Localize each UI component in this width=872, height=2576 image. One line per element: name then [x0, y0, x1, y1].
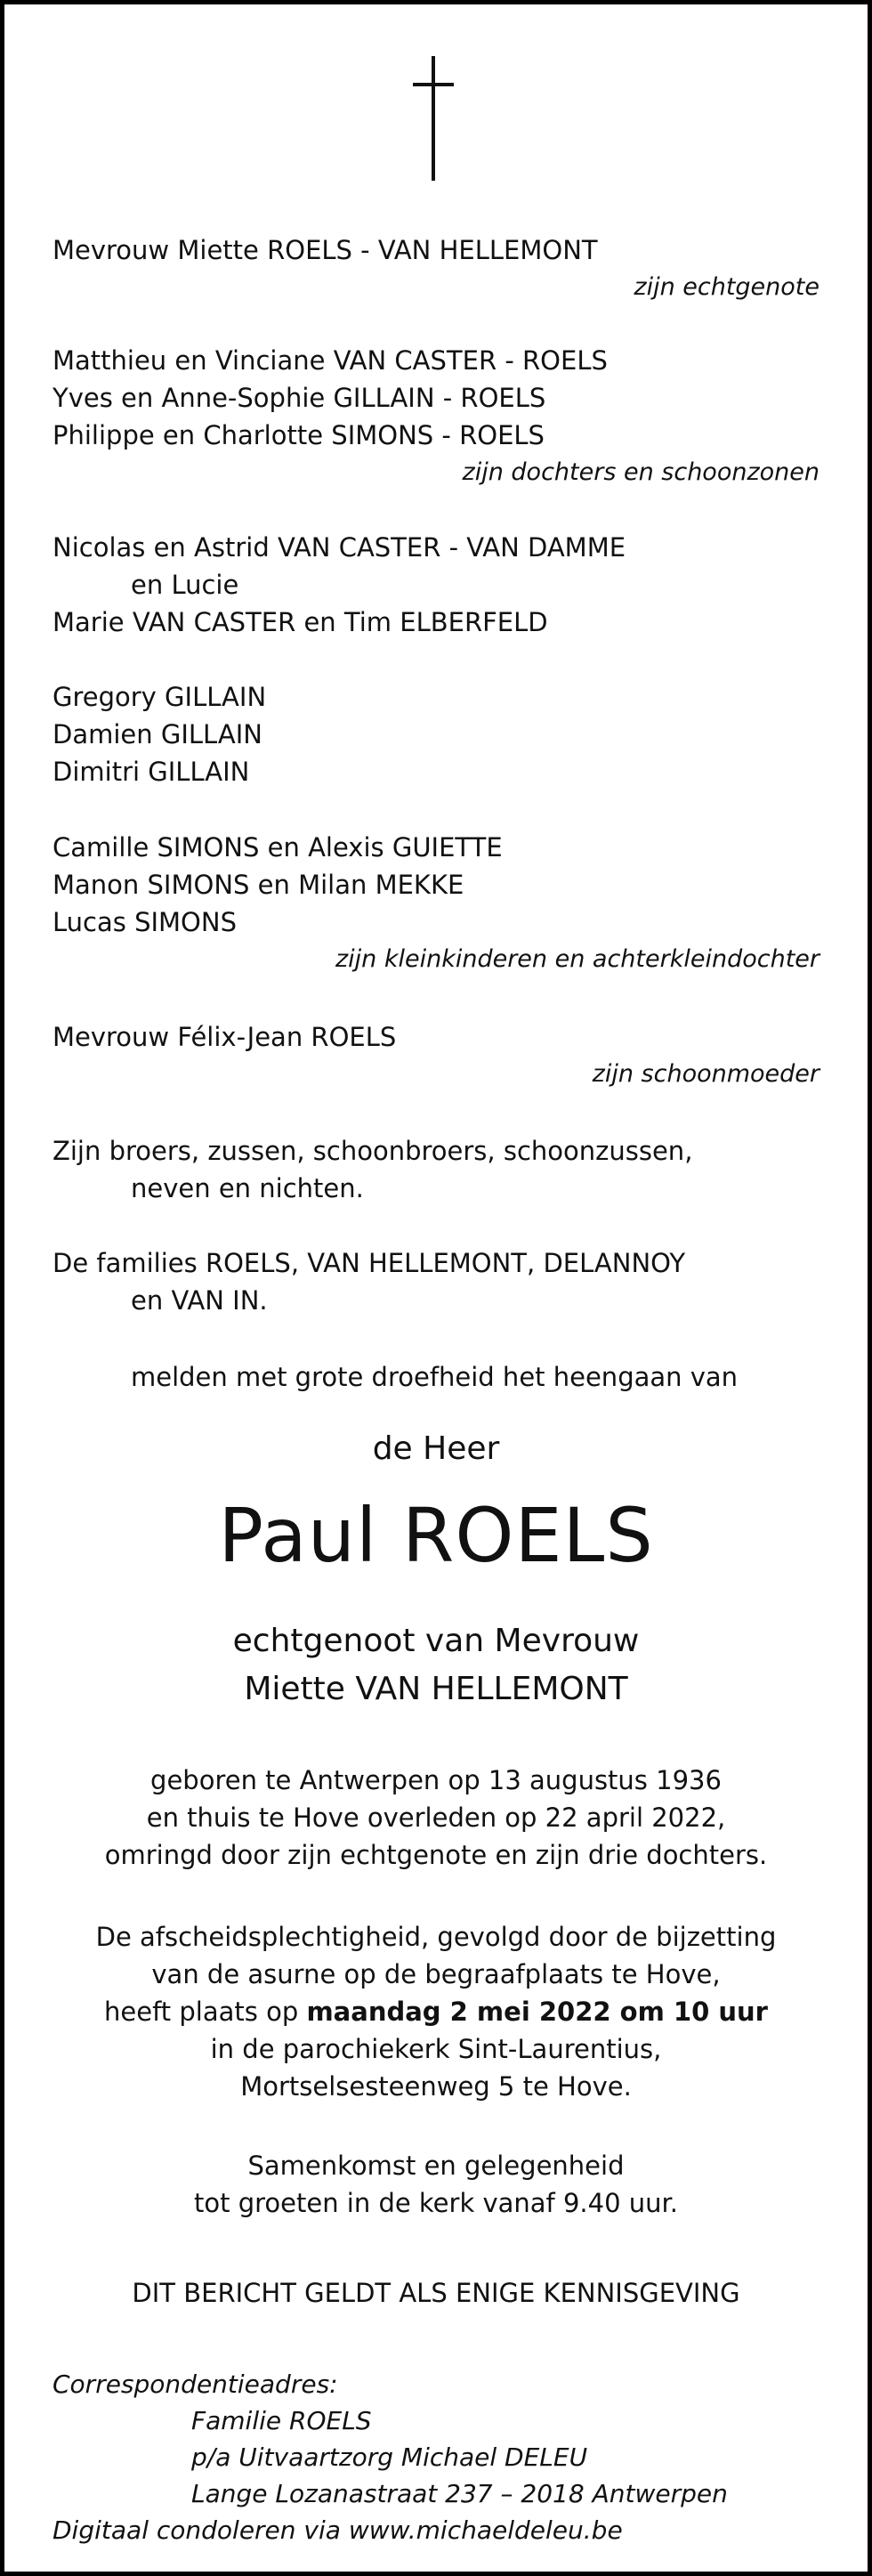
spouse-of-line: echtgenoot van Mevrouw — [232, 1623, 640, 1659]
ceremony-line: Mortselsesteenweg 5 te Hove. — [240, 2071, 632, 2102]
honorific-title: de Heer — [372, 1430, 500, 1467]
correspondence-line: p/a Uitvaartzorg Michael DELEU — [191, 2442, 588, 2472]
online-condolence-link[interactable]: Digitaal condoleren via www.michaeldeleu.be — [52, 2515, 623, 2545]
daughters-role: zijn dochters en schoonzonen — [462, 458, 820, 486]
daughter-line: Philippe en Charlotte SIMONS - ROELS — [52, 420, 545, 450]
cross-icon — [413, 56, 454, 181]
gathering-line: Samenkomst en gelegenheid — [247, 2151, 625, 2181]
life-line: omringd door zijn echtgenote en zijn drie dochters. — [104, 1840, 768, 1870]
grandchild-line: Marie VAN CASTER en Tim ELBERFELD — [52, 607, 548, 637]
grandchild-line: Nicolas en Astrid VAN CASTER - VAN DAMME — [52, 532, 626, 563]
mother-in-law-role: zijn schoonmoeder — [592, 1060, 820, 1088]
ceremony-line: in de parochiekerk Sint-Laurentius, — [210, 2034, 662, 2064]
mother-in-law-name: Mevrouw Félix-Jean ROELS — [52, 1022, 397, 1052]
grandchild-line: Damien GILLAIN — [52, 719, 262, 749]
ceremony-date-line — [4, 1996, 868, 2028]
gathering-line: tot groeten in de kerk vanaf 9.40 uur. — [194, 2188, 678, 2218]
correspondence-line: Familie ROELS — [191, 2406, 372, 2435]
life-line: en thuis te Hove overleden op 22 april 2022, — [146, 1802, 726, 1833]
siblings-line: neven en nichten. — [131, 1173, 364, 1203]
grandchild-line: Gregory GILLAIN — [52, 682, 267, 712]
correspondence-line: Lange Lozanastraat 237 – 2018 Antwerpen — [191, 2479, 728, 2508]
deceased-name: Paul ROELS — [218, 1492, 654, 1579]
daughter-line: Yves en Anne-Sophie GILLAIN - ROELS — [52, 383, 546, 413]
daughter-line: Matthieu en Vinciane VAN CASTER - ROELS — [52, 345, 608, 376]
grandchild-line: en Lucie — [131, 570, 239, 600]
grandchild-line: Manon SIMONS en Milan MEKKE — [52, 870, 464, 900]
spouse-role: zijn echtgenote — [634, 273, 820, 301]
spouse-of-line: Miette VAN HELLEMONT — [244, 1671, 628, 1707]
life-line: geboren te Antwerpen op 13 augustus 1936 — [150, 1765, 722, 1795]
siblings-line: Zijn broers, zussen, schoonbroers, schoonzussen, — [52, 1136, 693, 1166]
grandchild-line: Lucas SIMONS — [52, 907, 237, 937]
grandchildren-role: zijn kleinkinderen en achterkleindochter — [335, 945, 820, 973]
ceremony-line: van de asurne op de begraafplaats te Hove, — [151, 1959, 721, 1989]
grandchild-line: Camille SIMONS en Alexis GUIETTE — [52, 832, 503, 863]
families-line: en VAN IN. — [131, 1285, 268, 1316]
families-line: De families ROELS, VAN HELLEMONT, DELANNOY — [52, 1248, 686, 1278]
spouse-name: Mevrouw Miette ROELS - VAN HELLEMONT — [52, 235, 598, 265]
ceremony-date: maandag 2 mei 2022 om 10 uur — [306, 1997, 768, 2027]
announcement-intro: melden met grote droefheid het heengaan van — [131, 1362, 739, 1392]
ceremony-date-prefix: heeft plaats op — [104, 1997, 307, 2027]
correspondence-label: Correspondentieadres: — [52, 2369, 338, 2399]
ceremony-line: De afscheidsplechtigheid, gevolgd door de bijzetting — [95, 1922, 777, 1952]
grandchild-line: Dimitri GILLAIN — [52, 757, 250, 787]
notice-line: DIT BERICHT GELDT ALS ENIGE KENNISGEVING — [132, 2278, 740, 2308]
